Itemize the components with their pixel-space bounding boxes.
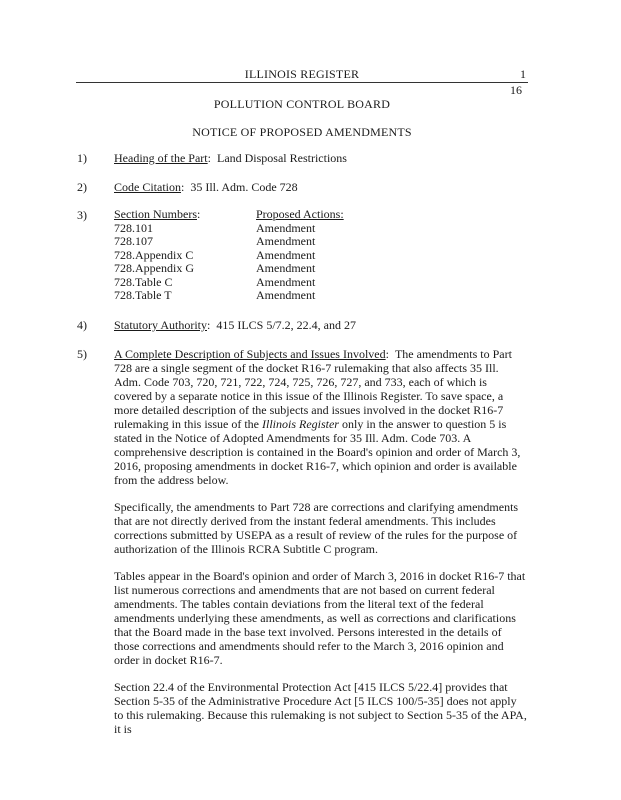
register-title: ILLINOIS REGISTER: [244, 67, 360, 81]
paragraph-text: The amendments to Part 728 are a single segment of the docket R16-7 rulemaking that also affects 35 Ill. Adm. Code 703, 720, 721, 722, 724, 725, 726, 727, and 733, each of which is covered by a separate notice in this issue of the Illinois Register. To save space, a more detailed description of the subjects and issues involved in the docket R16-7 rulemaking in this issue of the: [114, 347, 512, 431]
item-number: 2): [77, 180, 87, 194]
section-action: Amendment: [256, 288, 316, 302]
section-number: 728.Appendix G: [114, 261, 194, 275]
item-label: A Complete Description of Subjects and Issues Involved: [114, 347, 386, 361]
actions-header: Proposed Actions:: [256, 207, 344, 221]
section-action: Amendment: [256, 274, 316, 289]
sections-header: Section Numbers: [114, 207, 197, 221]
page-number: 1: [520, 67, 526, 81]
label-colon: :: [207, 151, 211, 165]
item-label: Statutory Authority: [114, 318, 207, 332]
paragraph-text: only in the answer to question 5 is stated in the Notice of Adopted Amendments for 35 Ill. Adm. Code 703. A comprehensive description is contained in the Board's opinion and order of March 3, 2016, proposing amendments in docket R16-7, which opinion and order is available from the address below.: [114, 417, 521, 487]
section-number: 728.Table T: [114, 288, 172, 302]
paragraph-2: Specifically, the amendments to Part 728 are corrections and clarifying amendments that are not directly derived from the instant federal amendments. This includes corrections submitted by USEPA as a result of review of the rules for the purpose of authorization of the Illinois RCRA Subtitle C program.: [114, 500, 519, 556]
issue-number: 16: [510, 83, 522, 97]
register-header: [76, 68, 528, 83]
paragraph-3: Tables appear in the Board's opinion and order of March 3, 2016 in docket R16-7 that list numerous corrections and amendments that are not based on current federal amendments. The tables contain deviations from the literal text of the federal amendments underlying these amendments, as well as corrections and clarifications that the Board made in the base text involved. Persons interested in the details of those corrections and amendments should refer to the March 3, 2016 opinion and order in docket R16-7.: [114, 569, 526, 667]
section-action: Amendment: [256, 261, 316, 275]
section-action: Amendment: [256, 234, 316, 248]
paragraph-1: [114, 347, 527, 487]
paragraph-italic: Illinois Register: [261, 417, 339, 431]
section-action: Amendment: [256, 247, 316, 262]
agency-name: POLLUTION CONTROL BOARD: [213, 97, 391, 111]
item-label: Code Citation: [114, 180, 181, 194]
notice-title: NOTICE OF PROPOSED AMENDMENTS: [192, 125, 412, 139]
section-number: 728.Table C: [114, 274, 173, 289]
label-colon: :: [197, 207, 201, 221]
section-number: 728.101: [114, 220, 153, 235]
item-number: 3): [77, 208, 87, 222]
item-number: 1): [77, 151, 87, 165]
sections-table: [114, 208, 527, 303]
label-colon: :: [385, 347, 389, 361]
item-number: 5): [77, 347, 87, 361]
item-text: 415 ILCS 5/7.2, 22.4, and 27: [216, 318, 357, 332]
label-colon: :: [207, 318, 211, 332]
section-action: Amendment: [256, 220, 316, 235]
item-text: 35 Ill. Adm. Code 728: [190, 180, 298, 194]
paragraph-4: Section 22.4 of the Environmental Protection Act [415 ILCS 5/22.4] provides that Section 5-35 of the Administrative Procedure Act [5 ILCS 100/5-35] does not apply to this rulemaking. Because this rulemaking is not subject to Section 5-35 of the APA, it is: [114, 680, 527, 736]
item-number: 4): [77, 318, 87, 332]
section-number: 728.107: [114, 234, 153, 248]
label-colon: :: [181, 180, 185, 194]
section-number: 728.Appendix C: [114, 247, 194, 262]
item-text: Land Disposal Restrictions: [216, 151, 347, 165]
item-label: Heading of the Part: [114, 151, 208, 165]
